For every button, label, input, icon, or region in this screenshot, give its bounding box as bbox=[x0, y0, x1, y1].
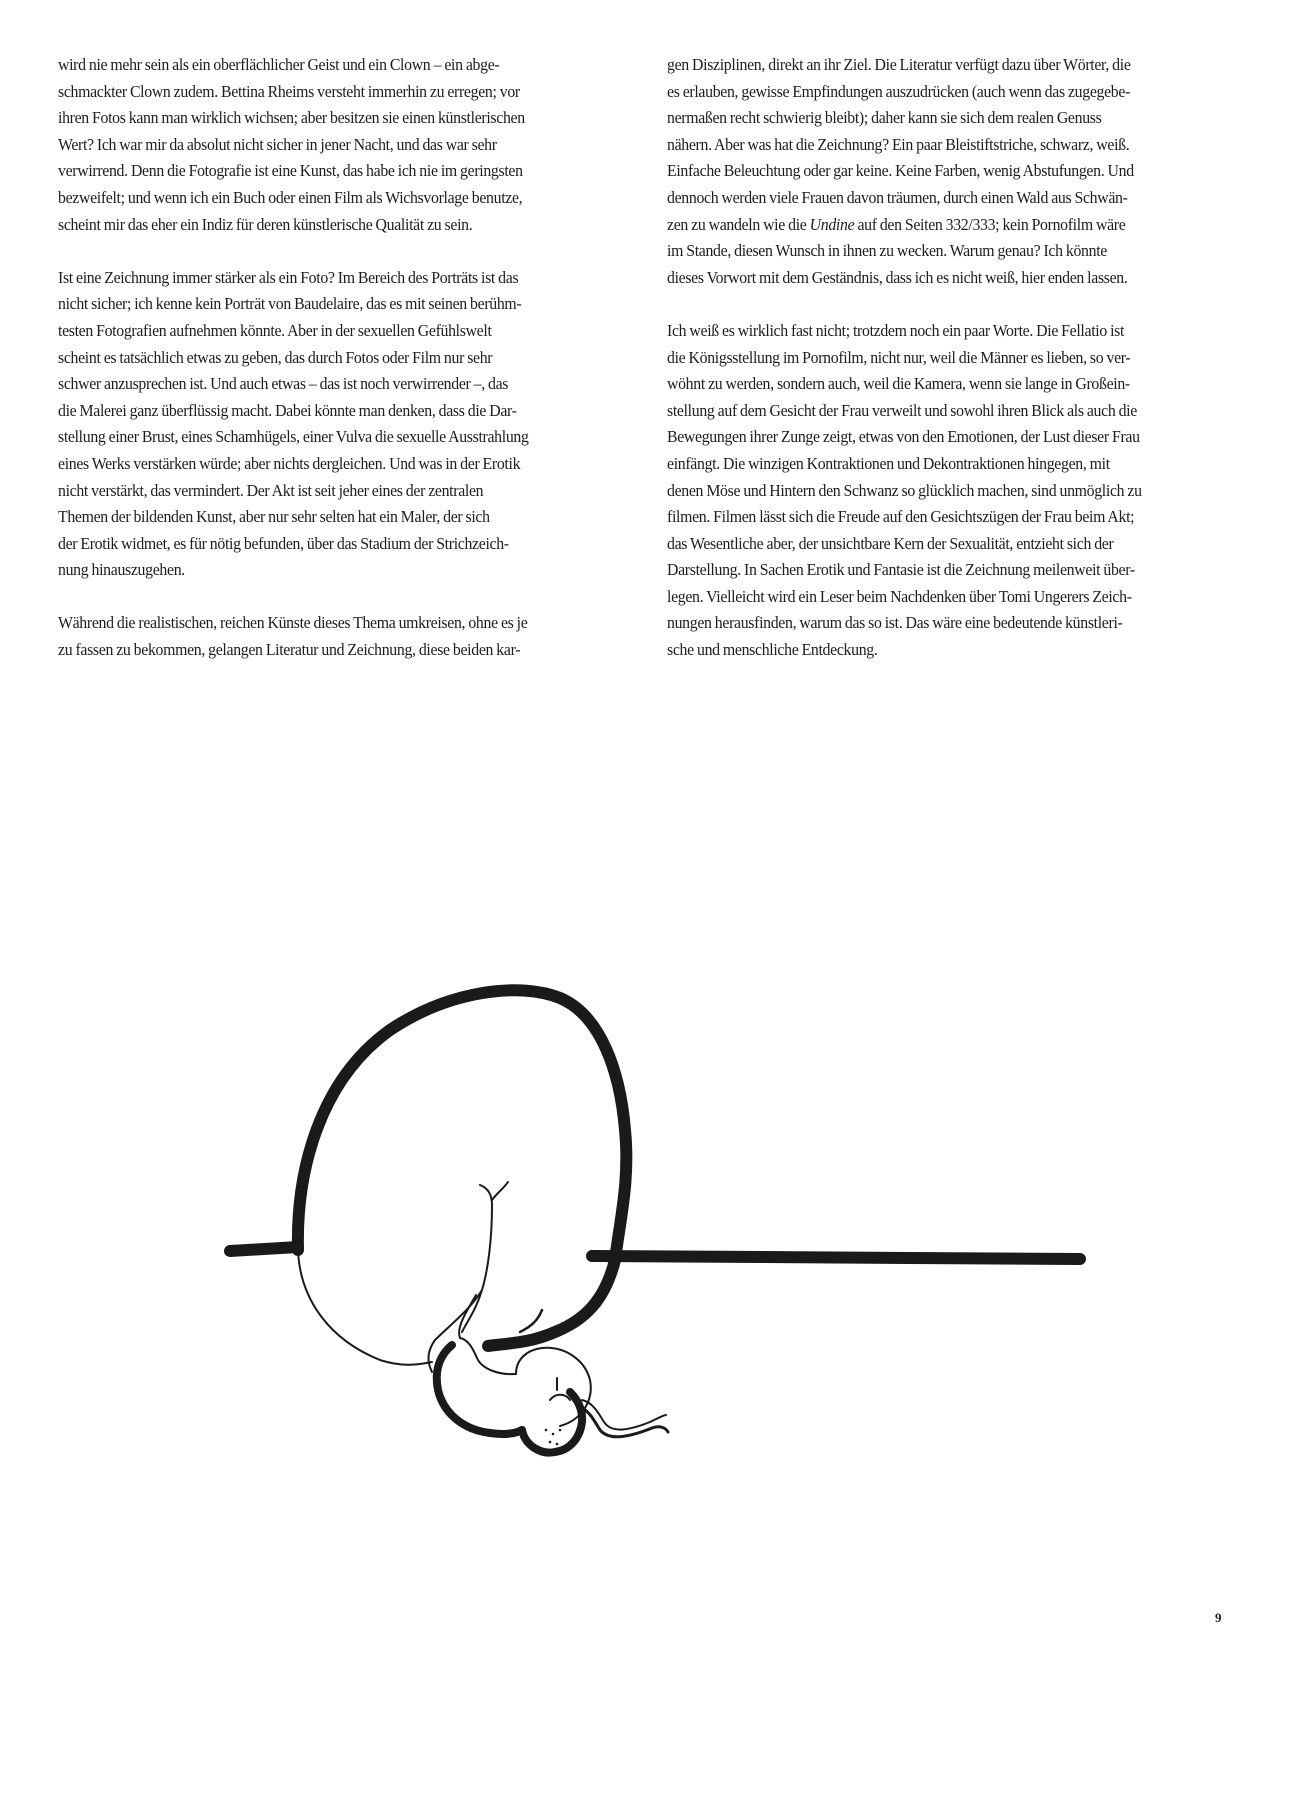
inner-curve bbox=[520, 1310, 542, 1332]
text-line: nung hinauszugehen. bbox=[58, 560, 185, 580]
text-segment: auf den Seiten 332/333; kein Pornofilm wäre bbox=[854, 214, 1126, 234]
text-line: Themen der bildenden Kunst, aber nur sehr selten hat ein Maler, der sich bbox=[58, 507, 490, 527]
text-line: Bewegungen ihrer Zunge zeigt, etwas von den Emotionen, der Lust dieser Frau bbox=[667, 427, 1140, 447]
text-line: Wert? Ich war mir da absolut nicht sicher in jener Nacht, und das war sehr bbox=[58, 134, 497, 154]
text-line: gen Disziplinen, direkt an ihr Ziel. Die Literatur verfügt dazu über Wörter, die bbox=[667, 55, 1131, 74]
text-line: Ist eine Zeichnung immer stärker als ein Foto? Im Bereich des Porträts ist das bbox=[58, 267, 519, 287]
text-line: nähern. Aber was hat die Zeichnung? Ein paar Bleistiftstriche, schwarz, weiß. bbox=[667, 134, 1130, 154]
text-line: nungen herausfinden, warum das so ist. Das wäre eine bedeutende künstleri- bbox=[667, 613, 1123, 633]
text-line: Während die realistischen, reichen Künste dieses Thema umkreisen, ohne es je bbox=[58, 613, 528, 633]
text-line: es erlauben, gewisse Empfindungen auszudrücken (auch wenn das zugegebe- bbox=[667, 81, 1131, 101]
italic-title-undine: Undine bbox=[809, 214, 855, 234]
text-line: stellung einer Brust, eines Schamhügels, einer Vulva die sexuelle Ausstrahlung bbox=[58, 427, 529, 447]
text-line: nermaßen recht schwierig bleibt); daher kann sie sich dem realen Genuss bbox=[667, 108, 1102, 128]
dot bbox=[556, 1443, 559, 1446]
text-line: Darstellung. In Sachen Erotik und Fantasie ist die Zeichnung meilenweit über- bbox=[667, 560, 1135, 580]
text-line: im Stande, diesen Wunsch in ihnen zu wecken. Warum genau? Ich könnte bbox=[667, 241, 1107, 261]
text-line-with-italic bbox=[667, 212, 1219, 239]
text-line: filmen. Filmen lässt sich die Freude auf den Gesichtszügen der Frau beim Akt; bbox=[667, 507, 1135, 527]
text-line: stellung auf dem Gesicht der Frau verweilt und sowohl ihren Blick als auch die bbox=[667, 400, 1137, 420]
round-form-bottom bbox=[522, 1392, 582, 1453]
text-line: schwer anzusprechen ist. Und auch etwas – das ist noch verwirrender –, das bbox=[58, 374, 509, 394]
text-line: verwirrend. Denn die Fotografie ist eine Kunst, das habe ich nie im geringsten bbox=[58, 161, 523, 181]
round-form-detail bbox=[550, 1395, 570, 1400]
text-line: sche und menschliche Entdeckung. bbox=[667, 640, 878, 660]
paragraph bbox=[58, 52, 601, 238]
horizon-line-left bbox=[230, 1247, 298, 1251]
text-line: dieses Vorwort mit dem Geständnis, dass ich es nicht weiß, hier enden lassen. bbox=[667, 267, 1128, 287]
text-line: die Malerei ganz überflüssig macht. Dabei könnte man denken, dass die Dar- bbox=[58, 400, 517, 420]
text-segment: zen zu wandeln wie die bbox=[667, 214, 810, 234]
lower-form bbox=[437, 1345, 522, 1434]
page-number: 9 bbox=[1215, 1610, 1222, 1625]
text-line: schmackter Clown zudem. Bettina Rheims versteht immerhin zu erregen; vor bbox=[58, 81, 520, 101]
text-line: scheint es tatsächlich etwas zu geben, das durch Fotos oder Film nur sehr bbox=[58, 347, 493, 367]
text-line: zu fassen zu bekommen, gelangen Literatur und Zeichnung, diese beiden kar- bbox=[58, 640, 521, 660]
text-line: scheint mir das eher ein Indiz für deren künstlerische Qualität zu sein. bbox=[58, 214, 473, 234]
paragraph bbox=[667, 318, 1219, 664]
text-line: dennoch werden viele Frauen davon träumen, durch einen Wald aus Schwän- bbox=[667, 187, 1128, 207]
dot bbox=[549, 1441, 552, 1444]
paragraph bbox=[58, 610, 601, 663]
text-line: wird nie mehr sein als ein oberflächlicher Geist und ein Clown – ein abge- bbox=[58, 55, 500, 74]
text-line: nicht sicher; ich kenne kein Porträt von Baudelaire, das es mit seinen berühm- bbox=[58, 294, 522, 314]
text-line: der Erotik widmet, es für nötig befunden, über das Stadium der Strichzeich- bbox=[58, 533, 509, 553]
text-line: nicht verstärkt, das vermindert. Der Akt ist seit jeher eines der zentralen bbox=[58, 480, 484, 500]
body-outline-thick bbox=[298, 990, 626, 1346]
text-column-left bbox=[58, 52, 601, 690]
text-line: die Königsstellung im Pornofilm, nicht nur, weil die Männer es lieben, so ver- bbox=[667, 347, 1131, 367]
line-drawing-illustration bbox=[220, 960, 1100, 1480]
text-line: denen Möse und Hintern den Schwanz so glücklich machen, sind unmöglich zu bbox=[667, 480, 1142, 500]
text-line: Einfache Beleuchtung oder gar keine. Keine Farben, wenig Abstufungen. Und bbox=[667, 161, 1134, 181]
text-column-right bbox=[667, 52, 1219, 690]
text-line: eines Werks verstärken würde; aber nichts dergleichen. Und was in der Erotik bbox=[58, 453, 521, 473]
text-line: bezweifelt; und wenn ich ein Buch oder einen Film als Wichsvorlage benutze, bbox=[58, 187, 523, 207]
body-outline-thin bbox=[298, 1250, 432, 1365]
paragraph bbox=[667, 52, 1219, 291]
dot bbox=[559, 1429, 562, 1432]
paragraph bbox=[58, 265, 601, 584]
crease-fork bbox=[492, 1182, 508, 1200]
text-line: wöhnt zu werden, sondern auch, weil die Kamera, wenn sie lange in Großein- bbox=[667, 374, 1130, 394]
text-line: testen Fotografien aufnehmen könnte. Aber in der sexuellen Gefühlswelt bbox=[58, 320, 492, 340]
dot bbox=[545, 1429, 548, 1432]
text-line: ihren Fotos kann man wirklich wichsen; aber besitzen sie einen künstlerischen bbox=[58, 108, 525, 128]
text-line: legen. Vielleicht wird ein Leser beim Nachdenken über Tomi Ungerers Zeich- bbox=[667, 586, 1132, 606]
horizon-line-right bbox=[592, 1256, 1080, 1259]
dot bbox=[552, 1433, 555, 1436]
tail-line-1 bbox=[582, 1400, 666, 1430]
tail-line-2 bbox=[582, 1408, 668, 1437]
text-line: einfängt. Die winzigen Kontraktionen und Dekontraktionen hingegen, mit bbox=[667, 453, 1110, 473]
text-line: das Wesentliche aber, der unsichtbare Kern der Sexualität, entzieht sich der bbox=[667, 533, 1114, 553]
text-line: Ich weiß es wirklich fast nicht; trotzdem noch ein paar Worte. Die Fellatio ist bbox=[667, 320, 1125, 340]
